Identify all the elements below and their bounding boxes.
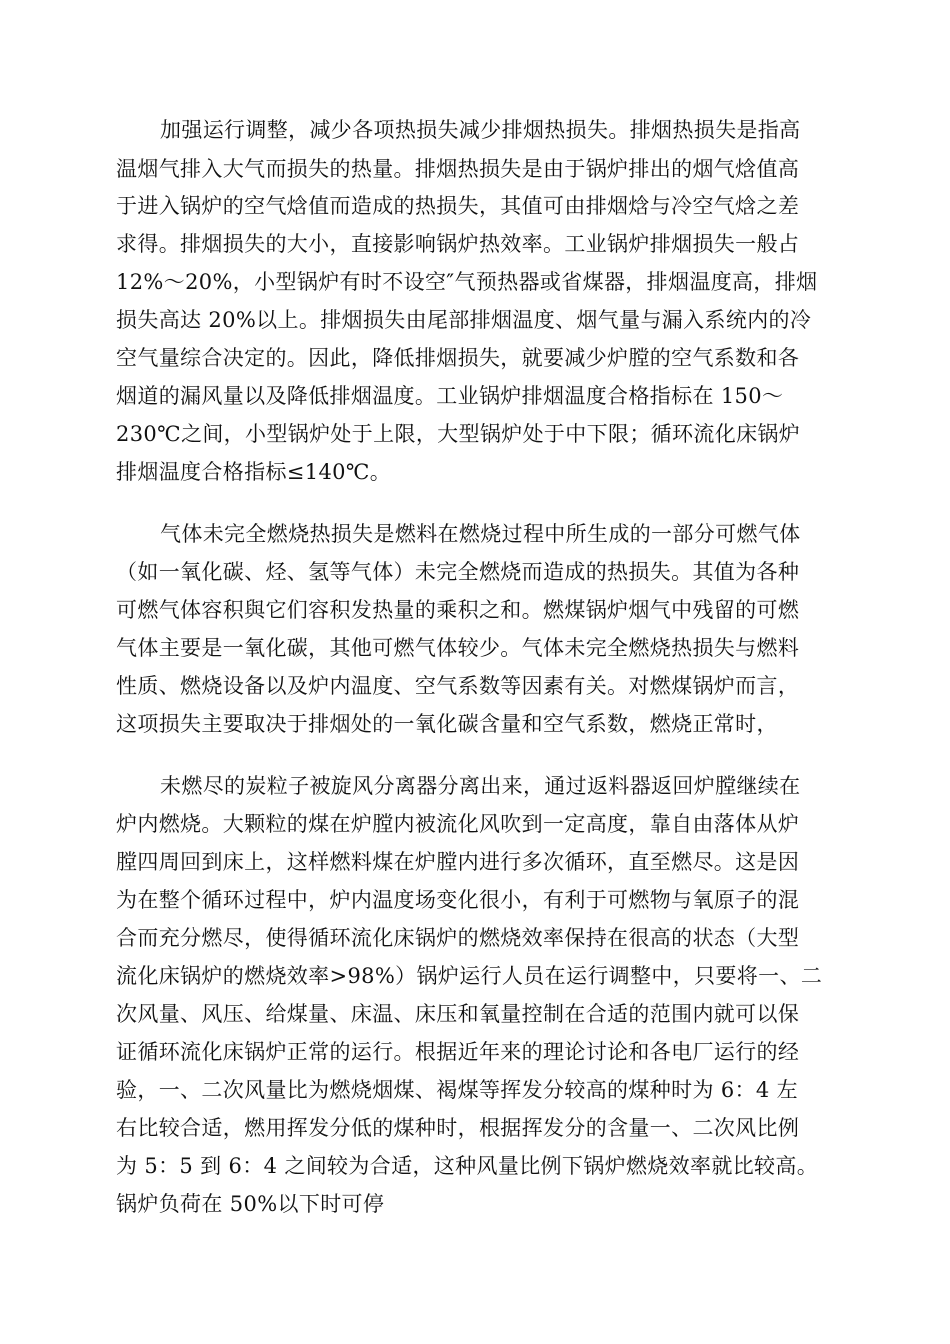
paragraph-2-line-6: 这项损失主要取决于排烟处的一氧化碳含量和空气系数，燃烧正常时， (116, 712, 778, 736)
paragraph-2-line-1: 气体未完全燃烧热损失是燃料在燃烧过程中所生成的一部分可燃气体 (160, 522, 801, 546)
paragraph-1-line-5: 12%～20%，小型锅炉有时不设空″气预热器或省煤器，排烟温度高，排烟 (116, 270, 818, 294)
paragraph-3-line-5: 合而充分燃尽，使得循环流化床锅炉的燃烧效率保持在很高的状态（大型 (116, 926, 800, 950)
paragraph-3-line-6: 流化床锅炉的燃烧效率>98%）锅炉运行人员在运行调整中，只要将一、二 (116, 964, 823, 988)
paragraph-1-line-6: 损失高达 20%以上。排烟损失由尾部排烟温度、烟气量与漏入系统内的冷 (116, 308, 812, 332)
paragraph-1-line-1: 加强运行调整，减少各项热损失减少排烟热损失。排烟热损失是指高 (160, 118, 801, 142)
paragraph-3-line-11: 为 5：5 到 6：4 之间较为合适，这种风量比例下锅炉燃烧效率就比较高。 (116, 1154, 819, 1178)
paragraph-1-line-2: 温烟气排入大气而损失的热量。排烟热损失是由于锅炉排出的烟气焓值高 (116, 157, 800, 181)
paragraph-1-line-10: 排烟温度合格指标≤140℃。 (116, 460, 392, 484)
paragraph-2-line-5: 性质、燃烧设备以及炉内温度、空气系数等因素有关。对燃煤锅炉而言， (116, 674, 800, 698)
paragraph-3-line-10: 右比较合适，燃用挥发分低的煤种时，根据挥发分的含量一、二次风比例 (116, 1116, 800, 1140)
paragraph-1-line-7: 空气量综合决定的。因此，降低排烟损失，就要减少炉膛的空气系数和各 (116, 346, 800, 370)
paragraph-3-line-4: 为在整个循环过程中，炉内温度场变化很小，有利于可燃物与氧原子的混 (116, 888, 800, 912)
paragraph-3-line-9: 验，一、二次风量比为燃烧烟煤、褐煤等挥发分较高的煤种时为 6：4 左 (116, 1078, 798, 1102)
paragraph-3-line-8: 证循环流化床锅炉正常的运行。根据近年来的理论讨论和各电厂运行的经 (116, 1040, 800, 1064)
paragraph-1-line-4: 求得。排烟损失的大小，直接影响锅炉热效率。工业锅炉排烟损失一般占 (116, 232, 800, 256)
paragraph-1-line-3: 于进入锅炉的空气焓值而造成的热损失，其值可由排烟焓与冷空气焓之差 (116, 194, 800, 218)
paragraph-2-line-2: （如一氧化碳、烃、氢等气体）未完全燃烧而造成的热损失。其值为各种 (116, 560, 800, 584)
paragraph-2-line-3: 可燃气体容积與它们容积发热量的乘积之和。燃煤锅炉烟气中残留的可燃 (116, 598, 800, 622)
paragraph-3-line-12: 锅炉负荷在 50%以下时可停 (116, 1192, 385, 1216)
paragraph-1-line-9: 230℃之间，小型锅炉处于上限，大型锅炉处于中下限；循环流化床锅炉 (116, 422, 801, 446)
paragraph-3-line-1: 未燃尽的炭粒子被旋风分离器分离出来，通过返料器返回炉膛继续在 (160, 774, 801, 798)
paragraph-1-line-8: 烟道的漏风量以及降低排烟温度。工业锅炉排烟温度合格指标在 150～ (116, 384, 784, 408)
paragraph-3-line-3: 膛四周回到床上，这样燃料煤在炉膛内进行多次循环，直至燃尽。这是因 (116, 850, 800, 874)
paragraph-2-line-4: 气体主要是一氧化碳，其他可燃气体较少。气体未完全燃烧热损失与燃料 (116, 636, 800, 660)
paragraph-3-line-7: 次风量、风压、给煤量、床温、床压和氧量控制在合适的范围内就可以保 (116, 1002, 800, 1026)
paragraph-3-line-2: 炉内燃烧。大颗粒的煤在炉膛内被流化风吹到一定高度，靠自由落体从炉 (116, 812, 800, 836)
